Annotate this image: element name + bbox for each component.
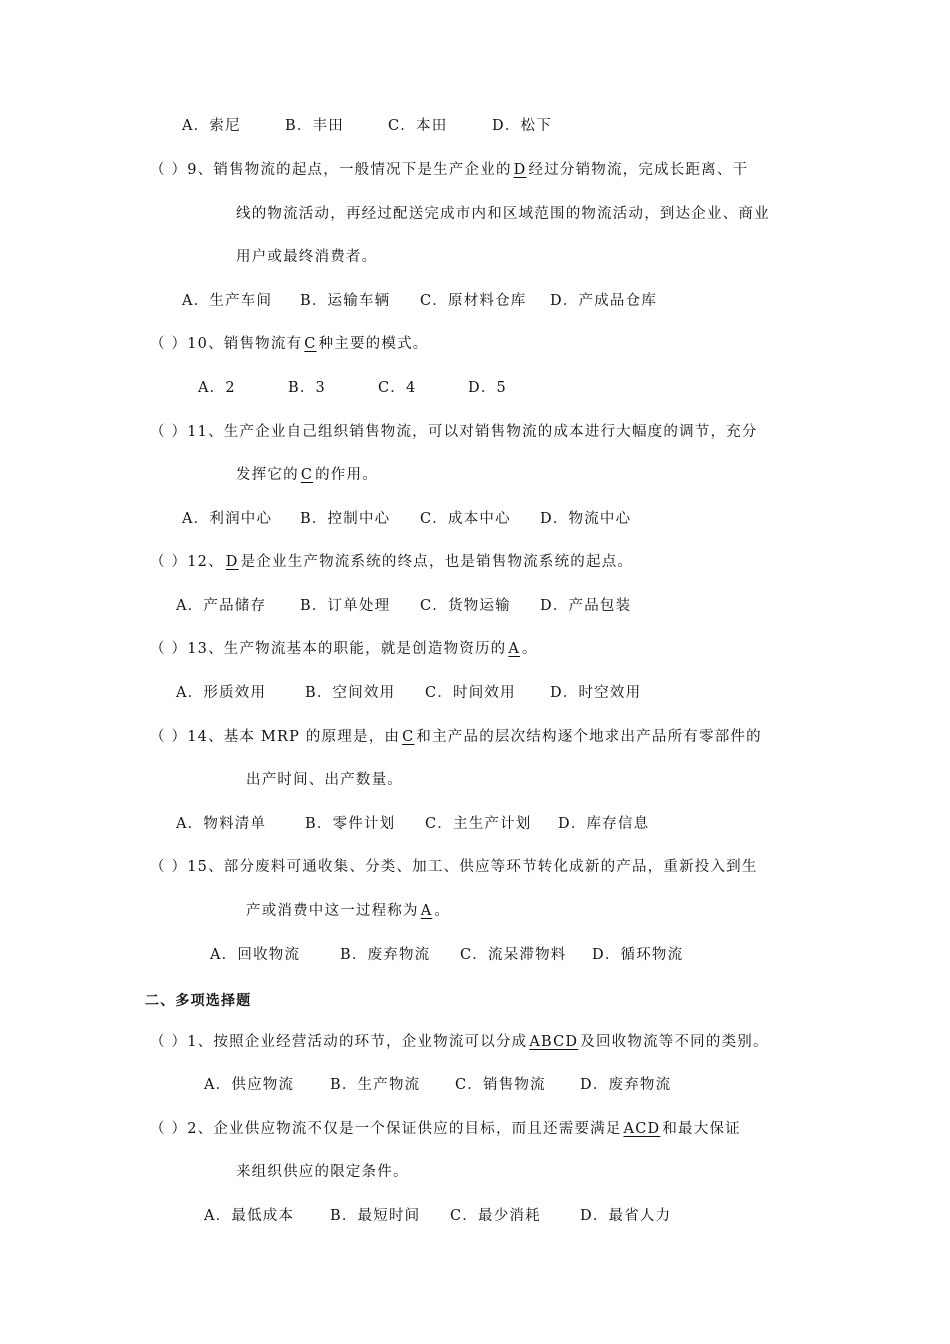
m2-answer: ACD	[623, 1121, 661, 1137]
q11-answer: C	[300, 467, 314, 483]
q9-stem: （ ）9、销售物流的起点，一般情况下是生产企业的 D 经过分销物流，完成长距离、干	[150, 162, 749, 178]
q10-option-d: D．5	[468, 380, 507, 396]
q14-answer: C	[402, 729, 415, 745]
q9-option-a: A．生产车间	[182, 293, 273, 309]
q10-stem: （ ）10、销售物流有 C 种主要的模式。	[150, 336, 429, 352]
q13-stem: （ ）13、生产物流基本的职能，就是创造物资历的 A 。	[150, 641, 538, 657]
q10-option-b: B．3	[288, 380, 326, 396]
q13-option-b: B．空间效用	[305, 685, 396, 701]
q11-option-a: A．利润中心	[182, 511, 273, 527]
m2-option-b: B．最短时间	[330, 1208, 421, 1224]
q8-option-d: D．松下	[492, 118, 552, 134]
q14-option-c: C．主生产计划	[425, 816, 532, 832]
q10-option-a: A．2	[198, 380, 236, 396]
m2-option-a: A．最低成本	[204, 1208, 295, 1224]
m1-answer: ABCD	[529, 1034, 579, 1050]
q8-option-c: C．本田	[388, 118, 448, 134]
q15-option-d: D．循环物流	[592, 947, 684, 963]
q13-option-a: A．形质效用	[176, 685, 267, 701]
answer-paren: （ ）	[150, 424, 188, 440]
q14-stem: （ ）14、基本 MRP 的原理是，由 C 和主产品的层次结构逐个地求出产品所有零部件的	[150, 729, 762, 745]
q8-option-a: A．索尼	[182, 118, 241, 134]
q12-answer: D	[225, 554, 239, 570]
answer-paren: （ ）	[150, 554, 188, 570]
m2-stem-cont: 来组织供应的限定条件。	[236, 1164, 409, 1180]
m2-option-d: D．最省人力	[580, 1208, 672, 1224]
q8-option-b: B．丰田	[285, 118, 344, 134]
q12-option-b: B．订单处理	[300, 598, 391, 614]
q14-stem-cont: 出产时间、出产数量。	[246, 772, 403, 788]
q14-option-a: A．物料清单	[176, 816, 267, 832]
q11-stem-cont: 发挥它的 C 的作用。	[236, 467, 378, 483]
q9-option-d: D．产成品仓库	[550, 293, 658, 309]
answer-paren: （ ）	[150, 641, 188, 657]
m1-option-a: A．供应物流	[204, 1077, 295, 1093]
q13-option-d: D．时空效用	[550, 685, 642, 701]
q11-stem: （ ）11、生产企业自己组织销售物流，可以对销售物流的成本进行大幅度的调节，充分	[150, 424, 758, 440]
q15-option-b: B．废弃物流	[340, 947, 431, 963]
answer-paren: （ ）	[150, 162, 188, 178]
q12-option-d: D．产品包装	[540, 598, 632, 614]
answer-paren: （ ）	[150, 729, 188, 745]
answer-paren: （ ）	[150, 1121, 188, 1137]
m1-option-d: D．废弃物流	[580, 1077, 672, 1093]
q11-option-d: D．物流中心	[540, 511, 632, 527]
q9-stem-cont1: 线的物流活动，再经过配送完成市内和区域范围的物流活动，到达企业、商业	[236, 206, 770, 222]
q15-option-a: A．回收物流	[210, 947, 301, 963]
m1-option-b: B．生产物流	[330, 1077, 421, 1093]
m2-stem: （ ）2、企业供应物流不仅是一个保证供应的目标，而且还需要满足 ACD 和最大保证	[150, 1121, 741, 1137]
q10-answer: C	[304, 336, 317, 352]
answer-paren: （ ）	[150, 336, 188, 352]
q9-stem-cont2: 用户或最终消费者。	[236, 249, 378, 265]
m1-stem: （ ）1、按照企业经营活动的环节，企业物流可以分成 ABCD 及回收物流等不同的类别。	[150, 1034, 769, 1050]
q9-answer: D	[513, 162, 527, 178]
q12-stem: （ ）12、 D 是企业生产物流系统的终点，也是销售物流系统的起点。	[150, 554, 634, 570]
m2-option-c: C．最少消耗	[450, 1208, 541, 1224]
q11-option-b: B．控制中心	[300, 511, 391, 527]
q15-stem: （ ）15、部分废料可通收集、分类、加工、供应等环节转化成新的产品，重新投入到生	[150, 859, 758, 875]
q15-answer: A	[420, 903, 433, 919]
q9-option-b: B．运输车辆	[300, 293, 391, 309]
q15-stem-cont: 产或消费中这一过程称为 A 。	[246, 903, 451, 919]
m1-option-c: C．销售物流	[455, 1077, 546, 1093]
answer-paren: （ ）	[150, 1034, 188, 1050]
q13-answer: A	[508, 641, 521, 657]
answer-paren: （ ）	[150, 859, 188, 875]
q11-option-c: C．成本中心	[420, 511, 511, 527]
q15-option-c: C．流呆滞物料	[460, 947, 567, 963]
q12-option-c: C．货物运输	[420, 598, 511, 614]
section-heading-multiple-choice: 二、多项选择题	[145, 993, 252, 1009]
q10-option-c: C．4	[378, 380, 417, 396]
q12-option-a: A．产品储存	[176, 598, 267, 614]
q14-option-b: B．零件计划	[305, 816, 396, 832]
q14-option-d: D．库存信息	[558, 816, 650, 832]
q13-option-c: C．时间效用	[425, 685, 516, 701]
q9-option-c: C．原材料仓库	[420, 293, 527, 309]
